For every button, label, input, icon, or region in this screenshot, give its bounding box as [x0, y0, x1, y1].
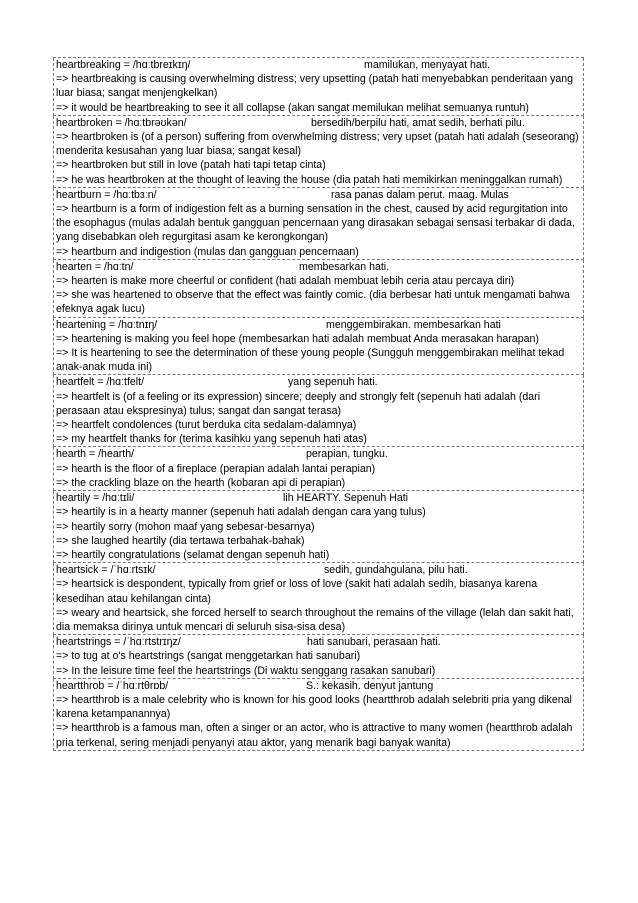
- entry-example-line: => heartburn and indigestion (mulas dan gangguan pencernaan): [56, 245, 359, 258]
- entry-meaning: sedih, gundahgulana, pilu hati.: [324, 564, 468, 577]
- entry-example-line: => heartbroken but still in love (patah hati tapi tetap cinta): [56, 159, 326, 172]
- glossary-entry: [53, 188, 584, 260]
- entry-meaning: yang sepenuh hati.: [288, 376, 378, 389]
- entry-meaning: menggembirakan. membesarkan hati: [326, 318, 501, 331]
- entry-example-line: => weary and heartsick, she forced herself to search throughout the remains of the village (lelah dan sakit hati, dia memaksa dirinya untuk mencari di seluruh sisa-sisa desa): [56, 606, 574, 633]
- entry-example-line: => it would be heartbreaking to see it all collapse (akan sangat memilukan melihat semuanya runtuh): [56, 101, 529, 114]
- glossary-entry: [53, 491, 584, 563]
- entry-term: heartfelt = /hɑːtfelt/: [56, 376, 145, 389]
- entry-example-line: => heartily is in a hearty manner (sepenuh hati adalah dengan cara yang tulus): [56, 506, 426, 519]
- entry-headword-line: [56, 58, 581, 72]
- entry-headword-line: [56, 318, 581, 332]
- entry-meaning: S.: kekasih. denyut jantung: [306, 679, 434, 692]
- entry-meaning: lih HEARTY. Sepenuh Hati: [283, 492, 409, 505]
- entry-term: hearth = /hearth/: [56, 448, 135, 461]
- entry-term: heartening = /hɑːtnɪŋ/: [56, 318, 158, 331]
- entry-meaning: perapian, tungku.: [306, 448, 388, 461]
- entry-headword-line: [56, 375, 581, 389]
- entry-term: hearten = /hɑːtn/: [56, 260, 134, 273]
- glossary-entry: [53, 318, 584, 376]
- entry-example-line: => It is heartening to see the determination of these young people (Sungguh menggembirakan melihat tekad anak-anak muda ini): [56, 347, 565, 374]
- entry-headword-line: [56, 116, 581, 130]
- entry-meaning: rasa panas dalam perut. maag. Mulas: [331, 188, 509, 201]
- entry-headword-line: [56, 563, 581, 577]
- entry-term: heartily = /hɑːtɪli/: [56, 492, 135, 505]
- glossary-entry: [53, 375, 584, 447]
- entry-headword-line: [56, 188, 581, 202]
- entry-example-line: => heartsick is despondent, typically from grief or loss of love (sakit hati adalah sedih, biasanya karena kesedihan atau kehilangan cinta): [56, 578, 538, 605]
- glossary-entry: [53, 563, 584, 635]
- entry-meaning: bersedih/berpilu hati, amat sedih, berhati pilu.: [311, 116, 525, 129]
- entry-example-line: => heartening is making you feel hope (membesarkan hati adalah membuat Anda merasakan harapan): [56, 332, 539, 345]
- entry-example-line: => heartbroken is (of a person) suffering from overwhelming distress; very upset (patah hati adalah (seseorang) menderita kesusahan yang luar biasa; sangat kesal): [56, 131, 579, 158]
- glossary-entry: [53, 260, 584, 318]
- entry-example-line: => heartily sorry (mohon maaf yang sebesar-besarnya): [56, 520, 315, 533]
- entry-meaning: membesarkan hati.: [299, 260, 390, 273]
- entry-example-line: => she was heartened to observe that the effect was faintly comic. (dia berbesar hati untuk mengamati bahwa efeknya agak lucu): [56, 289, 570, 316]
- entry-example-line: => heartfelt is (of a feeling or its expression) sincere; deeply and strongly felt (sepenuh hati adalah (dari perasaan atau ekspresinya) tulus; sangat dan sangat terasa): [56, 390, 541, 417]
- entry-term: heartsick = /ˈhɑːrtsɪk/: [56, 564, 156, 577]
- glossary-entry: [53, 679, 584, 751]
- entry-term: heartstrings = /ˈhɑːrtstrɪŋz/: [56, 636, 181, 649]
- entry-term: heartthrob = /ˈhɑːrtθrɒb/: [56, 679, 169, 692]
- entry-example-line: => she laughed heartily (dia tertawa terbahak-bahak): [56, 534, 305, 547]
- entry-example-line: => to tug at o's heartstrings (sangat menggetarkan hati sanubari): [56, 650, 361, 663]
- entry-example-line: => heartily congratulations (selamat dengan sepenuh hati): [56, 548, 330, 561]
- entry-meaning: mamilukan, menyayat hati.: [364, 59, 491, 71]
- glossary-entry: [53, 116, 584, 188]
- glossary-entry: [53, 635, 584, 679]
- entry-example-line: => my heartfelt thanks for (terima kasihku yang sepenuh hati atas): [56, 433, 367, 446]
- glossary-entry: [53, 58, 584, 116]
- entry-example-line: => heartthrob is a male celebrity who is known for his good looks (heartthrob adalah selebriti pria yang dikenal karena ketampanannya): [56, 693, 572, 721]
- entry-example-line: => hearth is the floor of a fireplace (perapian adalah lantai perapian): [56, 462, 376, 475]
- entry-example-line: => heartthrob is a famous man, often a singer or an actor, who is attractive to many women (heartthrob adalah pria terkenal, sering menjadi penyanyi atau aktor, yang menarik bagi banyak wanita): [56, 722, 573, 749]
- entry-headword-line: [56, 635, 581, 649]
- glossary-entry: [53, 447, 584, 491]
- entry-meaning: hati sanubari, perasaan hati.: [307, 636, 441, 649]
- entry-example-line: => heartburn is a form of indigestion felt as a burning sensation in the chest, caused by acid regurgitation into the esophagus (mulas adalah bentuk gangguan pencernaan yang dirasakan sebagai sensasi terbakar di dada, yang disebabkan oleh regurgitasi asam ke kerongkongan): [56, 203, 575, 244]
- entry-headword-line: [56, 491, 581, 505]
- entry-example-line: => hearten is make more cheerful or confident (hati adalah membuat lebih ceria atau percaya diri): [56, 275, 515, 288]
- entry-example-line: => the crackling blaze on the hearth (kobaran api di perapian): [56, 476, 346, 489]
- entry-headword-line: [56, 447, 581, 461]
- entry-headword-line: [56, 260, 581, 274]
- entry-example-line: => he was heartbroken at the thought of leaving the house (dia patah hati memikirkan meninggalkan rumah): [56, 173, 563, 186]
- entry-example-line: => heartfelt condolences (turut berduka cita sedalam-dalamnya): [56, 419, 357, 432]
- glossary-table: [53, 57, 584, 751]
- entry-example-line: => In the leisure time feel the heartstrings (Di waktu senggang rasakan sanubari): [56, 664, 436, 677]
- entry-headword-line: [56, 679, 581, 693]
- entry-term: heartbreaking = /hɑːtbreɪkɪŋ/: [56, 59, 191, 71]
- entry-term: heartburn = /hɑːtbɜːn/: [56, 188, 157, 201]
- entry-example-line: => heartbreaking is causing overwhelming distress; very upsetting (patah hati menyebabkan penderitaan yang luar biasa; sangat menjengkelkan): [56, 73, 574, 100]
- entry-term: heartbroken = /hɑːtbrəʊkən/: [56, 116, 187, 129]
